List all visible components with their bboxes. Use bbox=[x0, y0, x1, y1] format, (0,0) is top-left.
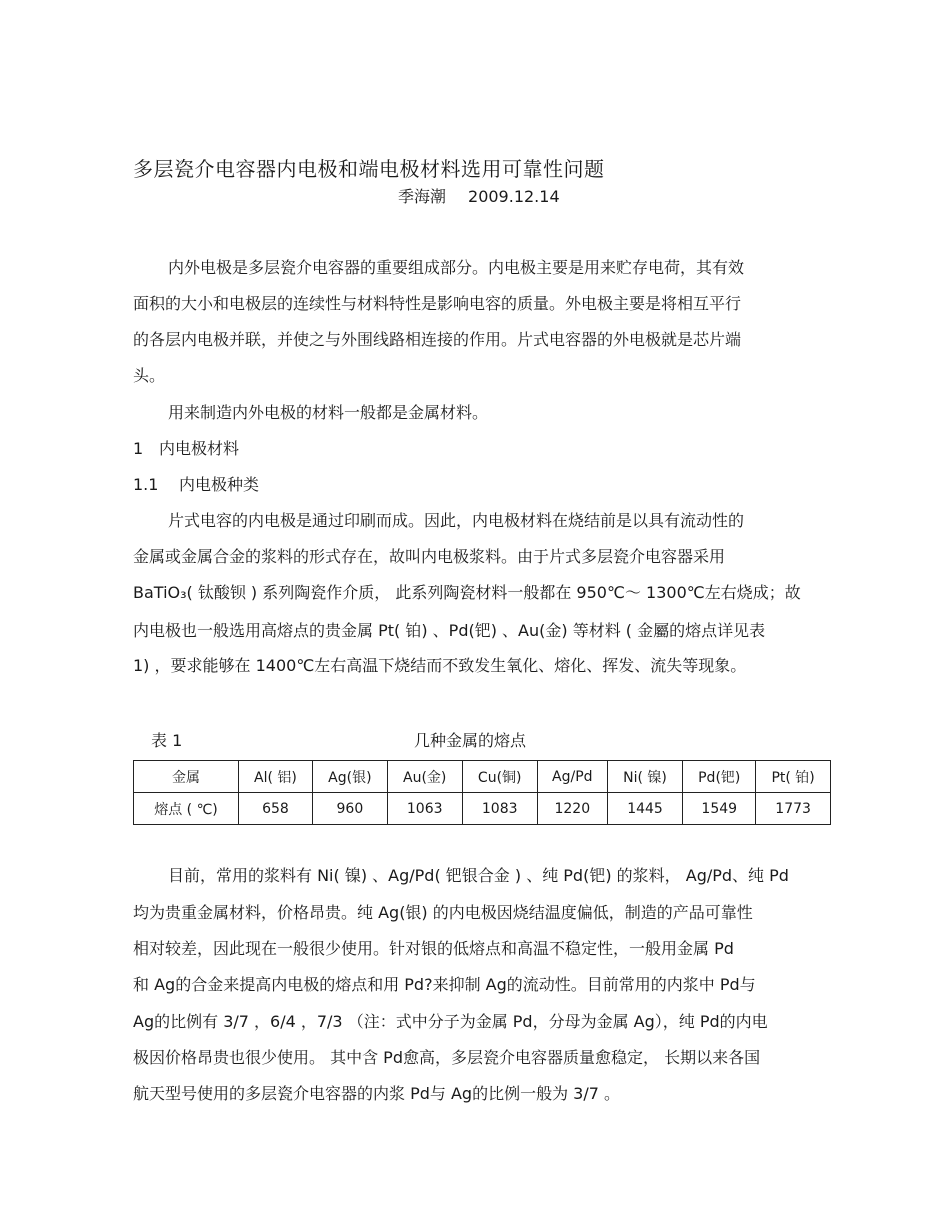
paragraph-line: 头。 bbox=[133, 366, 166, 385]
document-title: 多层瓷介电容器内电极和端电极材料选用可靠性问题 bbox=[133, 157, 605, 181]
table-cell: 1220 bbox=[537, 793, 607, 825]
paragraph-line: BaTiO₃( 钛酸钡 ) 系列陶瓷作介质， 此系列陶瓷材料一般都在 950℃～ 1300℃左右烧成；故 bbox=[133, 583, 801, 602]
table-cell: 1445 bbox=[607, 793, 682, 825]
paragraph-line: 相对较差，因此现在一般很少使用。针对银的低熔点和高温不稳定性，一般用金属 Pd bbox=[133, 939, 734, 958]
table-cell: Au(金) bbox=[387, 761, 462, 793]
section-label: 内电极种类 bbox=[179, 475, 260, 494]
table-cell: Ni( 镍) bbox=[607, 761, 682, 793]
paragraph-line: 金属或金属合金的浆料的形式存在，故叫内电极浆料。由于片式多层瓷介电容器采用 bbox=[133, 547, 726, 566]
paragraph-line: Ag的比例有 3/7 ，6/4 ，7/3 （注：式中分子为金属 Pd，分母为金属 Ag），纯 Pd的内电 bbox=[133, 1012, 768, 1031]
table-cell: Pt( 铂) bbox=[756, 761, 831, 793]
table-cell: 熔点 ( ℃) bbox=[134, 793, 239, 825]
table-cell: 1773 bbox=[756, 793, 831, 825]
table-cell: 金属 bbox=[134, 761, 239, 793]
table-caption-title: 几种金属的熔点 bbox=[414, 731, 527, 750]
table-cell: Pd(钯) bbox=[683, 761, 756, 793]
table-cell: 1549 bbox=[683, 793, 756, 825]
section-number: 1.1 bbox=[133, 475, 159, 494]
table-cell: Al( 铝) bbox=[239, 761, 313, 793]
table-cell: 658 bbox=[239, 793, 313, 825]
paragraph-line: 片式电容的内电极是通过印刷而成。因此，内电极材料在烧结前是以具有流动性的 bbox=[168, 511, 745, 530]
table-cell: 960 bbox=[312, 793, 387, 825]
table-cell: 1063 bbox=[387, 793, 462, 825]
paragraph-line: 的各层内电极并联，并使之与外围线路相连接的作用。片式电容器的外电极就是芯片端 bbox=[133, 330, 742, 349]
table-row bbox=[134, 793, 831, 825]
paragraph-line: 和 Ag的合金来提高内电极的熔点和用 Pd?来抑制 Ag的流动性。目前常用的内浆中 Pd与 bbox=[133, 975, 756, 994]
melting-point-table bbox=[133, 760, 831, 825]
section-heading-1 bbox=[133, 439, 239, 459]
paragraph-line: 极因价格昂贵也很少使用。 其中含 Pd愈高，多层瓷介电容器质量愈稳定， 长期以来各国 bbox=[133, 1048, 761, 1067]
publish-date: 2009.12.14 bbox=[468, 187, 560, 206]
paragraph-line: 航天型号使用的多层瓷介电容器的内浆 Pd与 Ag的比例一般为 3/7 。 bbox=[133, 1084, 621, 1103]
paragraph-line: 内外电极是多层瓷介电容器的重要组成部分。内电极主要是用来贮存电荷，其有效 bbox=[168, 258, 745, 277]
table-cell: Cu(铜) bbox=[462, 761, 537, 793]
byline bbox=[398, 184, 560, 207]
paragraph-line: 用来制造内外电极的材料一般都是金属材料。 bbox=[168, 403, 489, 422]
table-caption-label: 表 1 bbox=[151, 731, 183, 750]
table-cell: Ag/Pd bbox=[537, 761, 607, 793]
table-cell: 1083 bbox=[462, 793, 537, 825]
paragraph-line: 目前，常用的浆料有 Ni( 镍) 、Ag/Pd( 钯银合金 ) 、纯 Pd(钯) 的浆料， Ag/Pd、纯 Pd bbox=[168, 866, 789, 885]
section-label: 内电极材料 bbox=[159, 439, 240, 458]
paragraph-line: 1) ，要求能够在 1400℃左右高温下烧结而不致发生氧化、熔化、挥发、流失等现象。 bbox=[133, 656, 747, 675]
paragraph-line: 均为贵重金属材料，价格昂贵。纯 Ag(银) 的内电极因烧结温度偏低，制造的产品可靠性 bbox=[133, 903, 753, 922]
section-number: 1 bbox=[133, 439, 144, 458]
section-heading-1-1 bbox=[133, 475, 259, 495]
author-name: 季海潮 bbox=[398, 187, 447, 206]
paragraph-line: 内电极也一般选用高熔点的贵金属 Pt( 铂) 、Pd(钯) 、Au(金) 等材料 ( 金屬的熔点详见表 bbox=[133, 621, 766, 640]
table-header-row bbox=[134, 761, 831, 793]
paragraph-line: 面积的大小和电极层的连续性与材料特性是影响电容的质量。外电极主要是将相互平行 bbox=[133, 294, 742, 313]
table-cell: Ag(银) bbox=[312, 761, 387, 793]
